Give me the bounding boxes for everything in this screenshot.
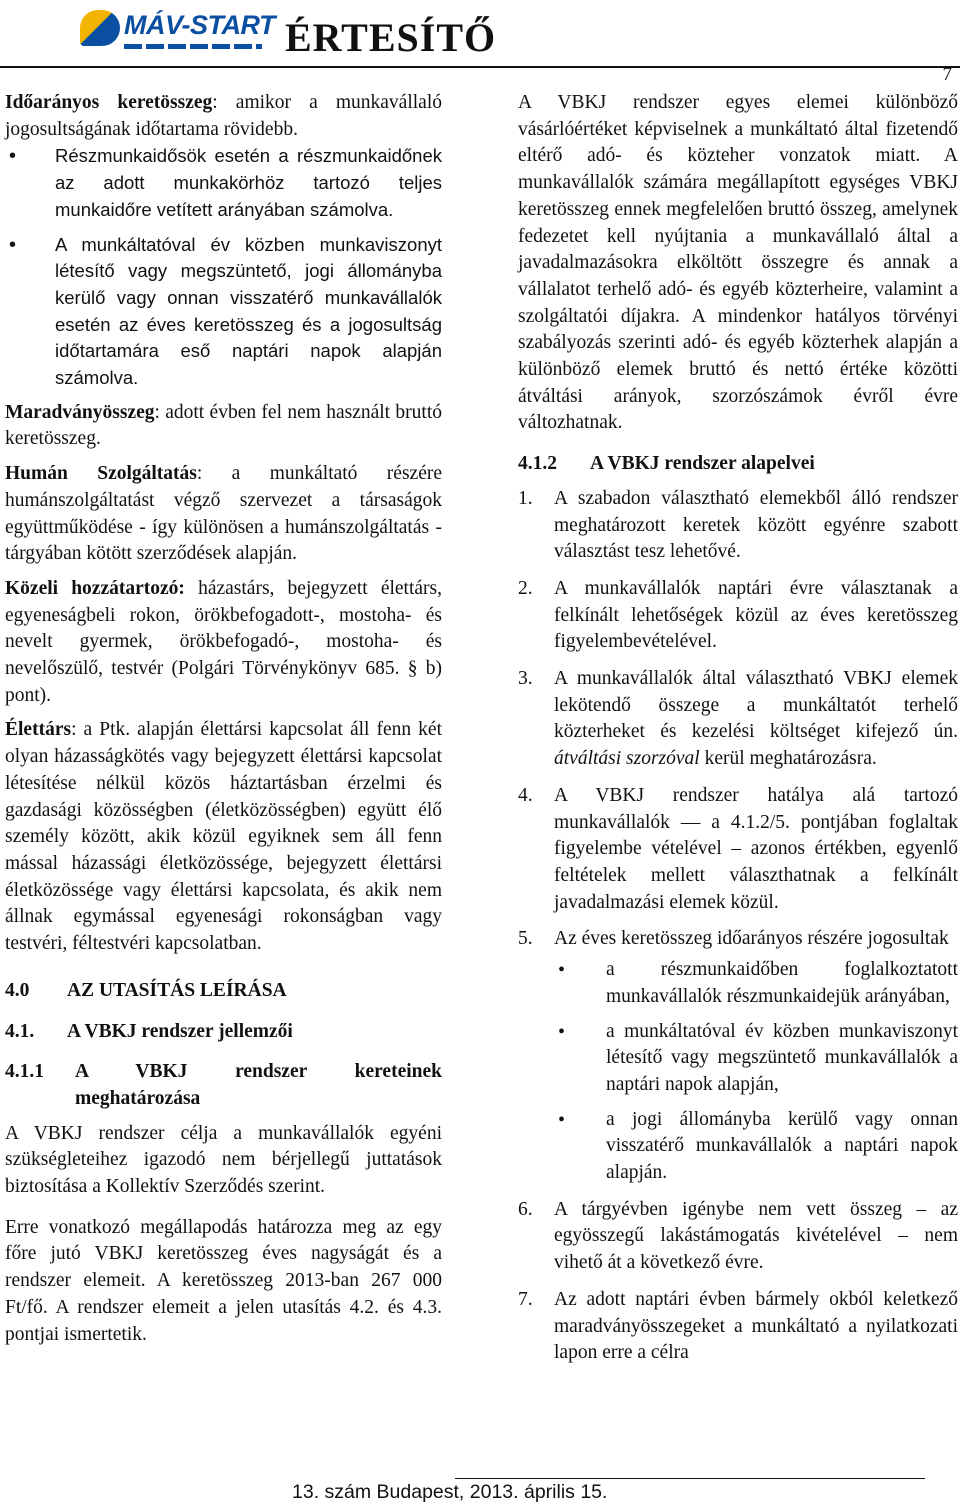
section-heading-4-0 [5, 978, 442, 1005]
heading-number: 4.1. [5, 1020, 35, 1042]
header-rule [0, 66, 960, 68]
bullet-icon: • [9, 233, 17, 256]
item-number: 6. [518, 1198, 533, 1220]
numbered-item [518, 576, 958, 656]
bullet-icon: • [558, 959, 566, 982]
definition-text: : a munkáltató részére humánszolgáltatást végző szervezet a társaságok együttműködése - így különösen a humánszolgáltatás - tárgyában kötött szerződések alapján. [5, 463, 443, 565]
bullet-icon: • [558, 1020, 566, 1043]
bullet-text: Részmunkaidősök esetén a részmunkaidőnek az adott munkakörhöz tartozó teljes munkaidőre vetített arányában számolva. [55, 145, 442, 220]
item-number: 2. [518, 577, 533, 599]
sub-bullet-item [554, 1107, 958, 1187]
section-heading-4-1-2 [518, 451, 958, 478]
page-number: 7 [942, 64, 952, 85]
page-header [0, 0, 960, 85]
definition-text: házastárs, bejegyzett élettárs, egyeneságbeli rokon, örökbefogadott-, mostoha- és nevelt gyermek, örökbefogadó-, mostoha- és nevelőszülő, testvér (Polgári Törvénykönyv 685. § b) pont). [5, 577, 442, 706]
heading-number: 4.0 [5, 979, 30, 1001]
definition-term: Élettárs [5, 719, 72, 741]
definition-text: : adott évben fel nem használt bruttó keretösszeg. [5, 401, 442, 450]
definition-idoaranyos [5, 90, 442, 143]
bullet-icon: • [558, 1108, 566, 1131]
item-text: Az adott naptári évben bármely okból keletkező maradványösszegeket a munkáltató a nyilatkozati lapon erre a célra [554, 1288, 958, 1364]
heading-text: A VBKJ rendszer kereteinek meghatározása [75, 1061, 442, 1109]
definition-text: : a Ptk. alapján élettársi kapcsolat áll fenn két olyan házasságkötés vagy bejegyzett élettársi kapcsolat létesítése nélkül közös háztartásban érzelmi és gazdasági közösségben (életközösségben) együtt élő személy között, akik közül egyiknek sem áll fenn mással házassági életközössége, bejegyzett élettársi életközössége vagy élettársi kapcsolata, és akik nem állnak egymással egyenesági rokonságban vagy testvéri, féltestvéri kapcsolatban. [5, 719, 442, 955]
logo-emblem-icon [80, 10, 120, 46]
numbered-item [518, 666, 958, 773]
item-text: Az éves keretösszeg időarányos részére jogosultak [554, 928, 949, 950]
item-number: 7. [518, 1288, 533, 1310]
item-number: 3. [518, 668, 533, 690]
item-text: A szabadon választható elemekből álló rendszer meghatározott keretek között egyénre szabott választást tesz lehetővé. [554, 487, 958, 563]
definition-term: Közeli hozzátartozó: [5, 577, 185, 599]
definition-term: Időarányos keretösszeg [5, 92, 213, 113]
definition-term: Humán Szolgáltatás [5, 463, 197, 485]
item-text: A munkavállalók naptári évre választanak a felkínált lehetőségek közül az éves keretösszeg figyelembevételével. [554, 577, 958, 653]
item-number: 5. [518, 928, 533, 950]
body-paragraph: Erre vonatkozó megállapodás határozza meg az egy főre jutó VBKJ keretösszeg éves nagyságát és a rendszer elemeit. A keretösszeg 2013-ban 267 000 Ft/fő. A rendszer elemeit a jelen utasítás 4.2. és 4.3. pontjai ismertetik. [5, 1216, 442, 1345]
logo-text: MÁV-START [124, 10, 275, 40]
section-heading-4-1-1 [5, 1059, 442, 1112]
sub-bullet-item [554, 957, 958, 1010]
bullet-item [5, 143, 442, 223]
right-column [518, 90, 958, 1377]
numbered-item [518, 1287, 958, 1367]
heading-number: 4.1.1 [5, 1061, 44, 1083]
definition-kozeli [5, 576, 442, 710]
body-paragraph: A VBKJ rendszer célja a munkavállalók egyéni szükségleteihez igazodó nem bérjellegű juttatások biztosítása a Kollektív Szerződés szerint. [5, 1122, 442, 1198]
bullet-icon: • [9, 145, 17, 168]
body-paragraph: A VBKJ rendszer egyes elemei különböző vásárlóértéket képviselnek a munkáltató által fizetendő eltérő adó- és közteher vonzatok miatt. A munkavállalók számára megállapított egységes VBKJ keretösszeg ennek megfelelően bruttó összeg, amelynek fedezetet kell nyújtania a munkavállaló által a javadalmazásokra elköltött összegre és annak a vállalatot terhelő adó- és egyéb közterheire, valamint a szolgáltatói díjakra. A mindenkor hatályos törvényi szabályozás szerinti adó- és egyéb közterhek alapján a különböző elemek bruttó és nettó értéke közötti átváltási arányok, szorzószámok évről évre változhatnak. [518, 92, 958, 434]
item-text: kerül meghatározásra. [699, 748, 877, 770]
sub-bullet-item [554, 1019, 958, 1099]
page-footer: 13. szám Budapest, 2013. április 15. [292, 1481, 608, 1503]
bullet-item [5, 232, 442, 392]
heading-text: AZ UTASÍTÁS LEÍRÁSA [67, 979, 287, 1001]
item-text: A tárgyévben igénybe nem vett összeg – az egyösszegű lakástámogatás kivételével – nem vihető át a következő évre. [554, 1198, 958, 1274]
logo-underline [124, 44, 262, 49]
bullet-text: a munkáltatóval év közben munkaviszonyt létesítő vagy megszüntető munkavállalók a naptári napok alapján, [606, 1020, 958, 1095]
heading-number: 4.1.2 [518, 453, 557, 475]
footer-rule [455, 1478, 925, 1479]
mav-start-logo [80, 4, 275, 54]
heading-text: A VBKJ rendszer jellemzői [67, 1020, 293, 1042]
definition-human [5, 461, 442, 568]
numbered-item [518, 486, 958, 566]
item-text: A VBKJ rendszer hatálya alá tartozó munkavállalók — a 4.1.2/5. pontjában foglaltak figyelembe vételével – azonos értékben, egyenlő feltételek mellett választhatnak a felkínált javadalmazási elemek közül. [554, 784, 958, 913]
heading-text: A VBKJ rendszer alapelvei [590, 453, 815, 475]
item-number: 1. [518, 487, 533, 509]
definition-elettars [5, 717, 442, 957]
item-text: A munkavállalók által választható VBKJ elemek lekötendő összege a munkáltatót terhelő közterheket és kezelési költséget kifejező ún. [554, 668, 958, 743]
numbered-item [518, 783, 958, 917]
bullet-text: A munkáltatóval év közben munkaviszonyt létesítő vagy megszüntető, jogi állományba kerülő vagy onnan visszatérő munkavállalók esetén az éves keretösszeg és a jogosultság időtartamára eső naptári napok alapján számolva. [55, 233, 442, 389]
item-number: 4. [518, 784, 533, 806]
bullet-text: a jogi állományba kerülő vagy onnan visszatérő munkavállalók a naptári napok alapján. [606, 1108, 958, 1184]
masthead-title: ÉRTESÍTŐ [285, 15, 497, 60]
numbered-item [518, 1197, 958, 1277]
item-emphasis: átváltási szorzóval [554, 748, 700, 770]
definition-term: Maradványösszeg [5, 401, 155, 423]
bullet-text: a részmunkaidőben foglalkoztatott munkavállalók részmunkaidejük arányában, [606, 959, 958, 1007]
section-heading-4-1 [5, 1019, 442, 1046]
numbered-item [518, 926, 958, 1186]
definition-text: : amikor a munkavállaló jogosultságának időtartama rövidebb. [5, 92, 442, 140]
left-column [5, 90, 442, 1356]
definition-maradvany [5, 400, 442, 453]
